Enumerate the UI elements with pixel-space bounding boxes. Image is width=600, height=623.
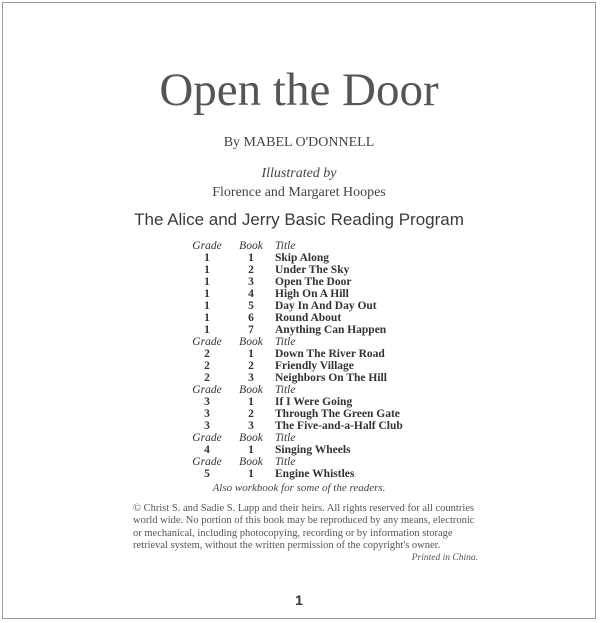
cell-grade: 1 xyxy=(204,300,210,312)
copyright-notice xyxy=(133,503,478,564)
header-grade: Grade xyxy=(192,240,222,252)
header-grade: Grade xyxy=(192,432,222,444)
cell-title: Skip Along xyxy=(275,252,330,264)
cell-book: 1 xyxy=(248,252,254,264)
table-header-row xyxy=(183,432,403,444)
header-title: Title xyxy=(275,240,296,252)
cell-grade: 3 xyxy=(204,420,210,432)
reading-program-table xyxy=(183,240,403,480)
table-row xyxy=(183,300,403,312)
cell-title: Day In And Day Out xyxy=(275,300,377,312)
program-title: The Alice and Jerry Basic Reading Program xyxy=(134,210,464,229)
table-header-row xyxy=(183,240,403,252)
table-row xyxy=(183,360,403,372)
illustrators: Florence and Margaret Hoopes xyxy=(212,185,386,200)
copyright-text: © Christ S. and Sadie S. Lapp and their heirs. All rights reserved for all countries world wide. No portion of this book may be reproduced by any means, electronic or mechanical, including photocopying, recording or by information storage retrieval system, without the written permission of the copyright's owner. xyxy=(133,503,475,551)
workbook-note: Also workbook for some of the readers. xyxy=(212,482,386,494)
cell-title: Open The Door xyxy=(275,276,352,288)
cell-book: 2 xyxy=(248,264,254,276)
cell-grade: 1 xyxy=(204,324,210,336)
cell-grade: 5 xyxy=(204,468,210,480)
cell-grade: 1 xyxy=(204,276,210,288)
cell-title: Anything Can Happen xyxy=(275,324,387,336)
table-row xyxy=(183,252,403,264)
cell-title: Singing Wheels xyxy=(275,444,351,456)
cell-title: Down The River Road xyxy=(275,348,385,360)
cell-book: 3 xyxy=(248,420,254,432)
header-grade: Grade xyxy=(192,336,222,348)
cell-grade: 1 xyxy=(204,288,210,300)
table-header-row xyxy=(183,456,403,468)
cell-book: 6 xyxy=(248,312,254,324)
cell-grade: 3 xyxy=(204,396,210,408)
cell-title: Through The Green Gate xyxy=(275,408,400,420)
header-grade: Grade xyxy=(192,384,222,396)
header-book: Book xyxy=(239,384,263,396)
table-row xyxy=(183,288,403,300)
header-book: Book xyxy=(239,240,263,252)
author-line: By MABEL O'DONNELL xyxy=(223,135,375,150)
cell-book: 2 xyxy=(248,360,254,372)
table-row xyxy=(183,468,403,480)
cell-book: 3 xyxy=(248,372,254,384)
cell-title: Round About xyxy=(275,312,342,324)
printed-in-note: Printed in China. xyxy=(411,553,478,564)
cell-book: 4 xyxy=(248,288,254,300)
cell-grade: 3 xyxy=(204,408,210,420)
book-title: Open the Door xyxy=(159,64,439,116)
cell-title: The Five-and-a-Half Club xyxy=(275,420,403,432)
cell-grade: 1 xyxy=(204,312,210,324)
header-title: Title xyxy=(275,384,296,396)
table-row xyxy=(183,372,403,384)
table-header-row xyxy=(183,384,403,396)
table-row xyxy=(183,396,403,408)
table-row xyxy=(183,348,403,360)
cell-title: Under The Sky xyxy=(275,264,350,276)
cell-grade: 1 xyxy=(204,264,210,276)
table-row xyxy=(183,420,403,432)
header-book: Book xyxy=(239,432,263,444)
cell-title: Neighbors On The Hill xyxy=(275,372,387,384)
table-row xyxy=(183,324,403,336)
cell-book: 1 xyxy=(248,348,254,360)
cell-book: 1 xyxy=(248,396,254,408)
cell-title: Friendly Village xyxy=(275,360,354,372)
cell-title: High On A Hill xyxy=(275,288,349,300)
header-book: Book xyxy=(239,456,263,468)
table-row xyxy=(183,444,403,456)
cell-book: 2 xyxy=(248,408,254,420)
book-page xyxy=(2,2,596,619)
cell-title: If I Were Going xyxy=(275,396,353,408)
table-row xyxy=(183,312,403,324)
header-grade: Grade xyxy=(192,456,222,468)
table-row xyxy=(183,276,403,288)
cell-grade: 2 xyxy=(204,372,210,384)
illustrated-by-label: Illustrated by xyxy=(261,166,337,181)
cell-grade: 1 xyxy=(204,252,210,264)
header-title: Title xyxy=(275,432,296,444)
header-title: Title xyxy=(275,456,296,468)
table-row xyxy=(183,264,403,276)
cell-book: 1 xyxy=(248,468,254,480)
cell-book: 3 xyxy=(248,276,254,288)
cell-title: Engine Whistles xyxy=(275,468,355,480)
table-header-row xyxy=(183,336,403,348)
cell-grade: 2 xyxy=(204,348,210,360)
header-book: Book xyxy=(239,336,263,348)
cell-book: 7 xyxy=(248,324,254,336)
header-title: Title xyxy=(275,336,296,348)
table-row xyxy=(183,408,403,420)
page-number: 1 xyxy=(295,592,303,608)
cell-book: 1 xyxy=(248,444,254,456)
cell-grade: 4 xyxy=(204,444,210,456)
cell-book: 5 xyxy=(248,300,254,312)
cell-grade: 2 xyxy=(204,360,210,372)
